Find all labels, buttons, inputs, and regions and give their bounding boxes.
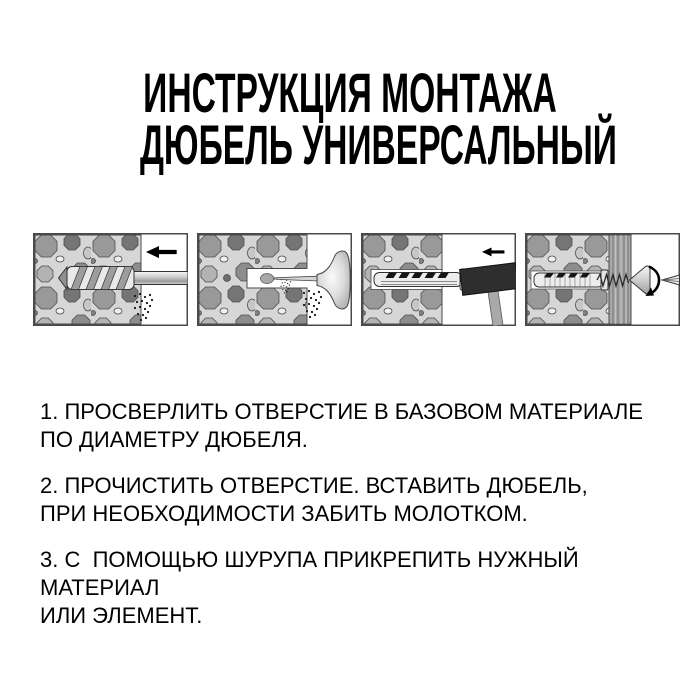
step-2-line-2: ПРИ НЕОБХОДИМОСТИ ЗАБИТЬ МОЛОТКОМ. xyxy=(40,501,528,526)
dowel-icon xyxy=(534,270,608,290)
step-3-line-1: 3. С ПОМОЩЬЮ ШУРУПА ПРИКРЕПИТЬ НУЖНЫЙ МАТЕРИАЛ xyxy=(40,547,585,600)
title-line-1: ИНСТРУКЦИЯ МОНТАЖА xyxy=(143,61,557,124)
step-1-line-2: ПО ДИАМЕТРУ ДЮБЕЛЯ. xyxy=(40,427,308,452)
step-item-3 xyxy=(40,546,700,630)
step-1-line-1: 1. ПРОСВЕРЛИТЬ ОТВЕРСТИЕ В БАЗОВОМ МАТЕРИАЛЕ xyxy=(40,399,643,424)
step-3-line-2: ИЛИ ЭЛЕМЕНТ. xyxy=(40,603,203,628)
page-title xyxy=(0,61,700,176)
panel-step-2-clean xyxy=(197,233,352,326)
panel-step-4-screw xyxy=(525,233,680,326)
step-item-1 xyxy=(40,398,700,454)
panel-step-3-hammer xyxy=(361,233,516,326)
panel-step-1-drill xyxy=(33,233,188,326)
step-2-line-1: 2. ПРОЧИСТИТЬ ОТВЕРСТИЕ. ВСТАВИТЬ ДЮБЕЛЬ, xyxy=(40,473,588,498)
dowel-icon xyxy=(374,269,467,290)
step-item-2 xyxy=(40,472,700,528)
title-line-2: ДЮБЕЛЬ УНИВЕРСАЛЬНЫЙ xyxy=(139,113,617,176)
step-illustrations xyxy=(33,233,680,326)
instruction-steps xyxy=(40,398,700,648)
